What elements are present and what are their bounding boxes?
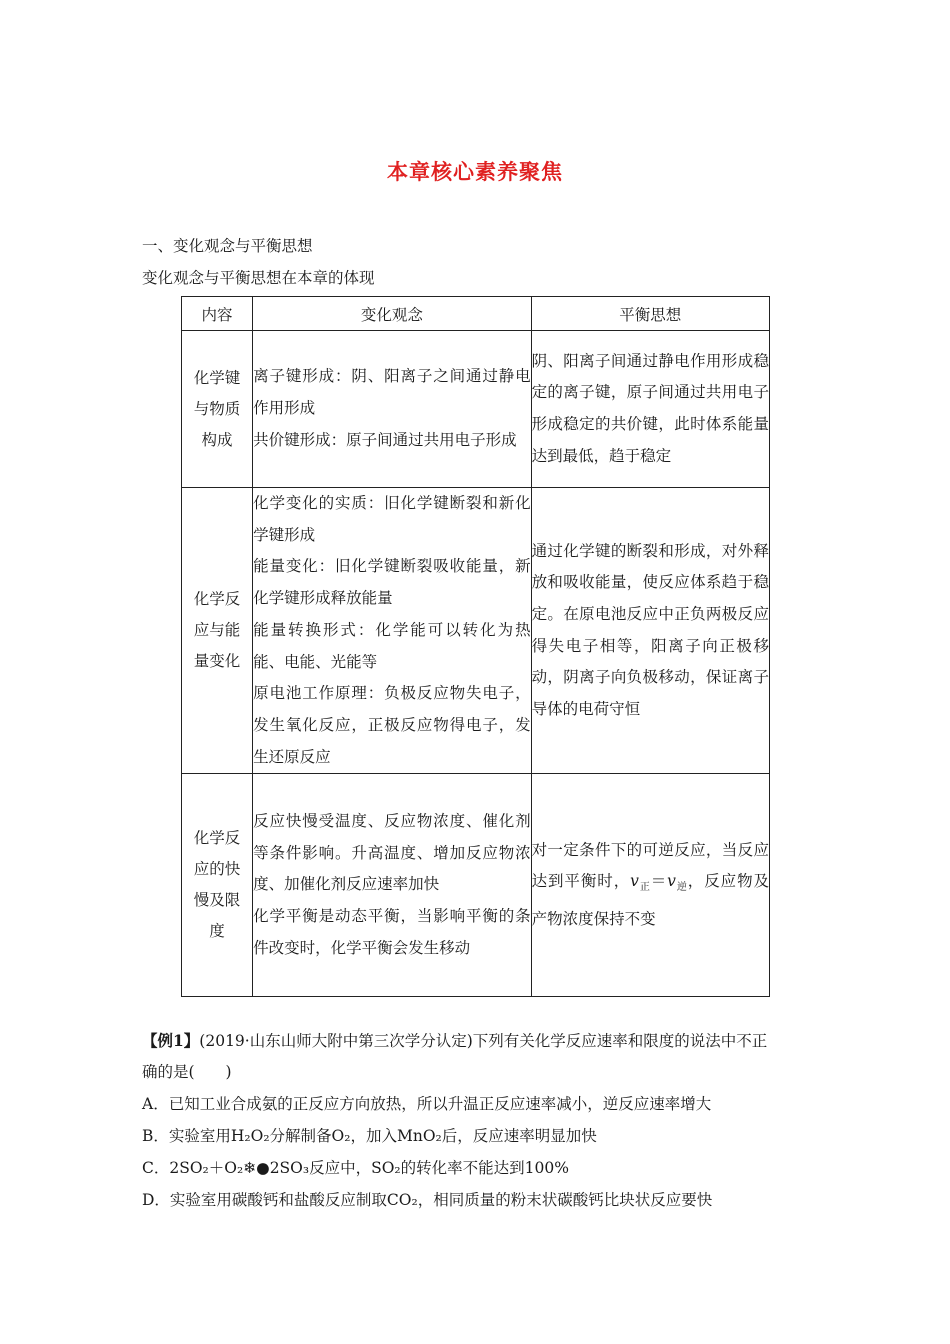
table-caption: 变化观念与平衡思想在本章的体现 (142, 269, 375, 287)
v-forward: $v_正$ (630, 872, 651, 894)
table-header-row (182, 297, 770, 331)
header-change: 变化观念 (253, 297, 531, 331)
row-change: 离子键形成：阴、阳离子之间通过静电作用形成 共价键形成：原子间通过共用电子形成 (253, 331, 531, 488)
row-balance: 对一定条件下的可逆反应，当反应达到平衡时，$v_正=v_逆$，反应物及产物浓度保持不变 (531, 774, 769, 997)
option-c: C．2SO₂＋O₂❄●2SO₃反应中，SO₂的转化率不能达到100% (142, 1159, 569, 1177)
row-balance: 阴、阳离子间通过静电作用形成稳定的离子键，原子间通过共用电子形成稳定的共价键，此时体系能量达到最低，趋于稳定 (531, 331, 769, 488)
row-balance: 通过化学键的断裂和形成，对外释放和吸收能量，使反应体系趋于稳定。在原电池反应中正负两极反应得失电子相等，阳离子向正极移动，阴离子向负极移动，保证离子导体的电荷守恒 (531, 488, 769, 774)
row-category: 化学键与物质构成 (182, 331, 253, 488)
example-stem-line-1: 【例1】(2019·山东山师大附中第三次学分认定)下列有关化学反应速率和限度的说法中不正 (142, 1031, 768, 1050)
v-reverse: $v_逆$ (667, 872, 688, 894)
section-heading: 一、变化观念与平衡思想 (142, 237, 313, 255)
page-title: 本章核心素养聚焦 (387, 160, 563, 184)
option-d: D．实验室用碳酸钙和盐酸反应制取CO₂，相同质量的粉末状碳酸钙比块状反应要快 (142, 1191, 713, 1209)
header-content: 内容 (182, 297, 253, 331)
row-change: 化学变化的实质：旧化学键断裂和新化学键形成 能量变化：旧化学键断裂吸收能量，新化学键形成释放能量 能量转换形式：化学能可以转化为热能、电能、光能等 原电池工作原理：负极反应物失电子，发生氧化反应，正极反应物得电子，发生还原反应 (253, 488, 531, 774)
row-change: 反应快慢受温度、反应物浓度、催化剂等条件影响。升高温度、增加反应物浓度、加催化剂反应速率加快 化学平衡是动态平衡，当影响平衡的条件改变时，化学平衡会发生移动 (253, 774, 531, 997)
option-a: A．已知工业合成氨的正反应方向放热，所以升温正反应速率减小，逆反应速率增大 (142, 1095, 712, 1113)
table-row (182, 331, 770, 488)
header-balance: 平衡思想 (531, 297, 769, 331)
concept-table (181, 296, 770, 997)
option-b: B．实验室用H₂O₂分解制备O₂，加入MnO₂后，反应速率明显加快 (142, 1127, 597, 1145)
row-category: 化学反应的快慢及限度 (182, 774, 253, 997)
row-category: 化学反应与能量变化 (182, 488, 253, 774)
table-row (182, 774, 770, 997)
example-label: 【例1】 (142, 1031, 200, 1050)
example-stem-line-2: 确的是( ) (142, 1063, 232, 1081)
table-row (182, 488, 770, 774)
